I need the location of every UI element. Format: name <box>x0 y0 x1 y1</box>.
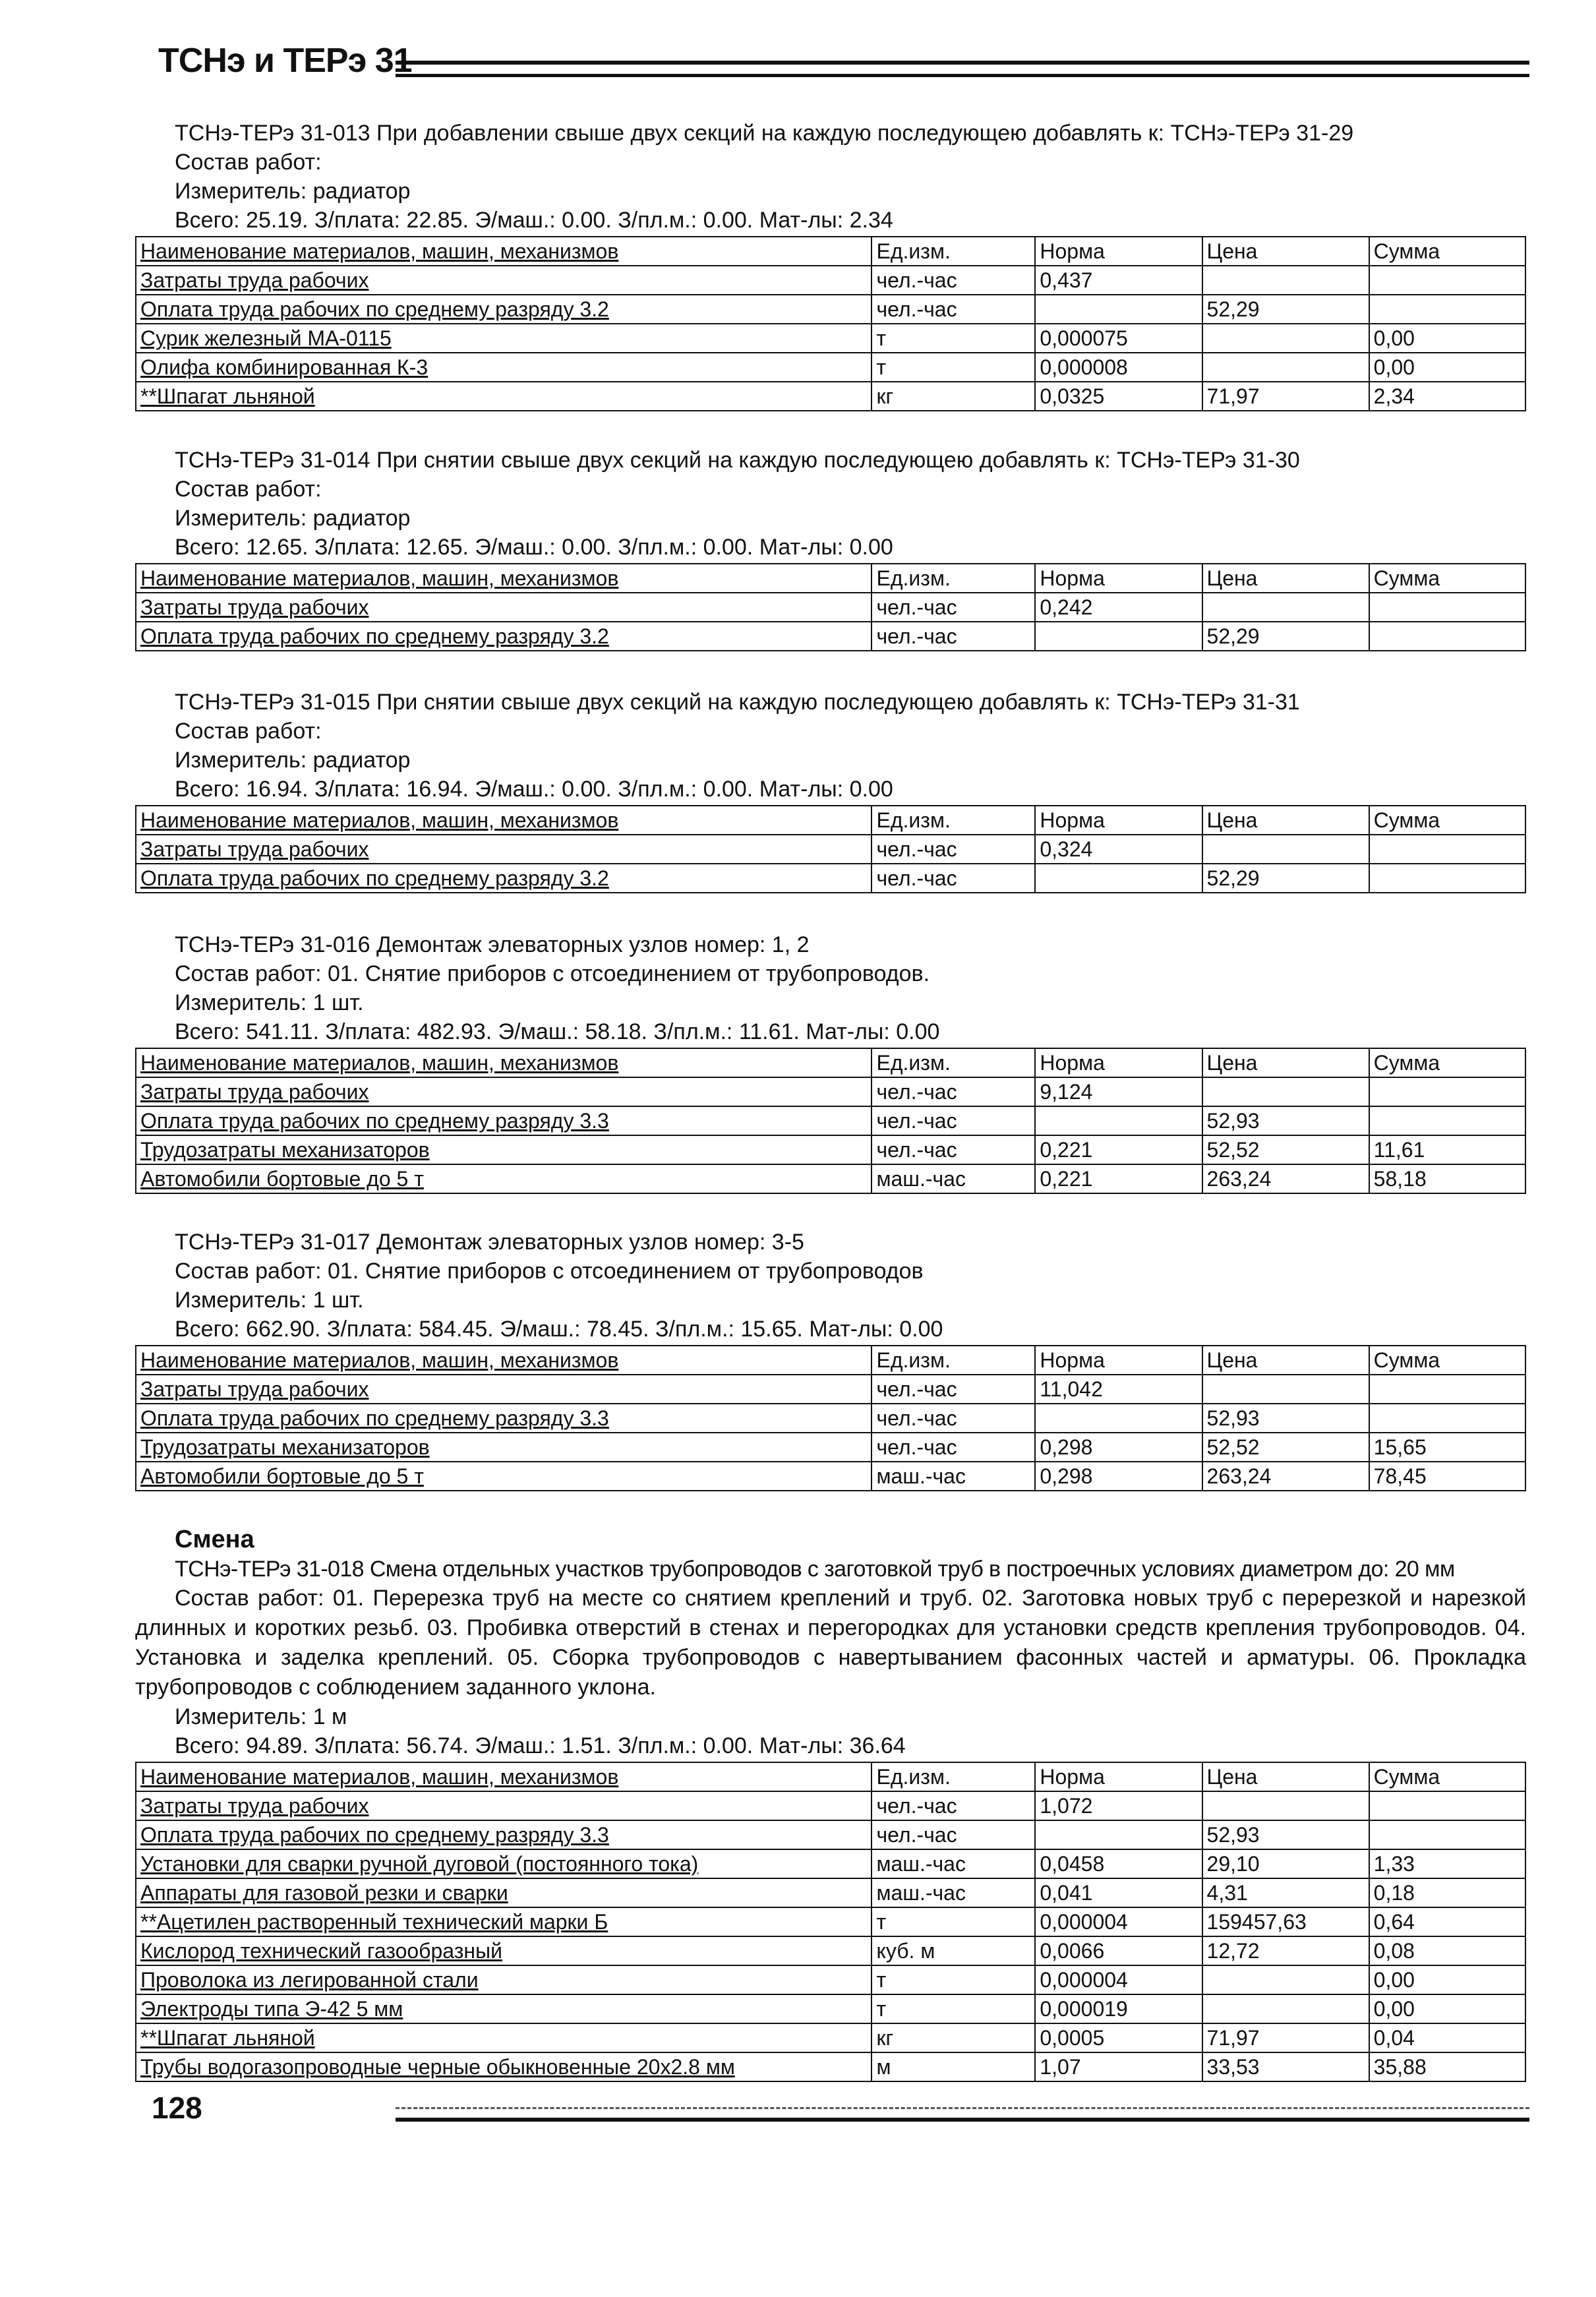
cell-sum <box>1369 1820 1525 1849</box>
norm-table <box>135 1345 1526 1491</box>
cell-unit: маш.-час <box>872 1849 1035 1878</box>
column-header-unit: Ед.изм. <box>872 806 1035 835</box>
cell-norm: 0,000019 <box>1035 1994 1202 2023</box>
cell-unit: чел.-час <box>872 1106 1035 1135</box>
table-row <box>136 1878 1525 1907</box>
column-header-name: Наименование материалов, машин, механизмов <box>136 237 872 266</box>
cell-unit: кг <box>872 382 1035 411</box>
column-header-norm: Норма <box>1035 1048 1202 1077</box>
table-row <box>136 1077 1525 1106</box>
cell-unit: маш.-час <box>872 1462 1035 1491</box>
cell-sum: 15,65 <box>1369 1433 1525 1462</box>
table-row <box>136 382 1525 411</box>
cell-name: Олифа комбинированная К-3 <box>136 353 872 382</box>
work-composition <box>135 1584 1526 1702</box>
meter-line: Измеритель: радиатор <box>175 506 411 531</box>
cell-name: Аппараты для газовой резки и сварки <box>136 1878 872 1907</box>
cell-name: Автомобили бортовые до 5 т <box>136 1462 872 1491</box>
norm-title-line: ТСНэ-ТЕРэ 31-015 При снятии свыше двух секций на каждую последующею добавлять к: ТСНэ-ТЕРэ 31-31 <box>175 690 1300 715</box>
cell-norm: 0,298 <box>1035 1462 1202 1491</box>
section-31-015 <box>135 688 1526 893</box>
table-row <box>136 1135 1525 1164</box>
cell-unit: чел.-час <box>872 1820 1035 1849</box>
cell-unit: т <box>872 1965 1035 1994</box>
cell-sum <box>1369 1404 1525 1433</box>
cell-name: Затраты труда рабочих <box>136 835 872 864</box>
table-row <box>136 864 1525 893</box>
column-header-sum: Сумма <box>1369 806 1525 835</box>
cell-sum <box>1369 266 1525 295</box>
column-header-norm: Норма <box>1035 1762 1202 1791</box>
cell-norm: 0,324 <box>1035 835 1202 864</box>
table-row <box>136 1907 1525 1936</box>
norm-title-line: ТСНэ-ТЕРэ 31-018 Смена отдельных участков трубопроводов с заготовкой труб в построечных условиях диаметром до: 20 мм <box>175 1557 1455 1582</box>
column-header-sum: Сумма <box>1369 1048 1525 1077</box>
cell-price: 52,52 <box>1202 1433 1369 1462</box>
work-composition: Состав работ: <box>175 150 322 175</box>
cell-norm: 0,0325 <box>1035 382 1202 411</box>
cell-norm: 0,221 <box>1035 1135 1202 1164</box>
cell-name: Затраты труда рабочих <box>136 593 872 622</box>
cell-price <box>1202 1994 1369 2023</box>
cell-unit: чел.-час <box>872 1404 1035 1433</box>
column-header-norm: Норма <box>1035 237 1202 266</box>
table-row <box>136 1462 1525 1491</box>
cell-price: 29,10 <box>1202 1849 1369 1878</box>
cell-price: 52,93 <box>1202 1820 1369 1849</box>
cell-sum: 35,88 <box>1369 2052 1525 2081</box>
cell-sum: 0,08 <box>1369 1936 1525 1965</box>
cell-norm: 0,0005 <box>1035 2023 1202 2052</box>
column-header-price: Цена <box>1202 806 1369 835</box>
cell-norm: 0,0066 <box>1035 1936 1202 1965</box>
footer-rule <box>396 2118 1529 2122</box>
cell-sum <box>1369 1077 1525 1106</box>
column-header-price: Цена <box>1202 1346 1369 1375</box>
table-row <box>136 1994 1525 2023</box>
cell-name: Электроды типа Э-42 5 мм <box>136 1994 872 2023</box>
cell-price <box>1202 1965 1369 1994</box>
column-header-sum: Сумма <box>1369 1762 1525 1791</box>
column-header-price: Цена <box>1202 1048 1369 1077</box>
cell-unit: кг <box>872 2023 1035 2052</box>
column-header-sum: Сумма <box>1369 564 1525 593</box>
cell-sum: 1,33 <box>1369 1849 1525 1878</box>
table-row <box>136 593 1525 622</box>
section-31-016 <box>135 930 1526 1194</box>
header-rule <box>396 61 1529 77</box>
column-header-unit: Ед.изм. <box>872 1762 1035 1791</box>
cell-norm: 0,298 <box>1035 1433 1202 1462</box>
table-header-row <box>136 1048 1525 1077</box>
cell-unit: чел.-час <box>872 593 1035 622</box>
cell-norm <box>1035 295 1202 324</box>
cell-sum: 2,34 <box>1369 382 1525 411</box>
work-composition: Состав работ: 01. Снятие приборов с отсоединением от трубопроводов <box>175 1259 924 1284</box>
cell-unit: м <box>872 2052 1035 2081</box>
cell-norm: 0,221 <box>1035 1164 1202 1193</box>
cell-price: 12,72 <box>1202 1936 1369 1965</box>
table-row <box>136 622 1525 651</box>
cell-norm: 1,072 <box>1035 1791 1202 1820</box>
table-header-row <box>136 237 1525 266</box>
table-row <box>136 1433 1525 1462</box>
norm-title-line: ТСНэ-ТЕРэ 31-013 При добавлении свыше двух секций на каждую последующею добавлять к: ТСНэ-ТЕРэ 31-29 <box>175 121 1354 146</box>
meter-line: Измеритель: 1 м <box>175 1704 347 1729</box>
page-number: 128 <box>152 2091 202 2125</box>
cell-unit: т <box>872 1994 1035 2023</box>
column-header-name: Наименование материалов, машин, механизмов <box>136 1346 872 1375</box>
table-row <box>136 1791 1525 1820</box>
cell-unit: чел.-час <box>872 1077 1035 1106</box>
column-header-sum: Сумма <box>1369 237 1525 266</box>
cell-norm: 0,437 <box>1035 266 1202 295</box>
section-31-018 <box>135 1524 1526 2082</box>
cell-unit: т <box>872 353 1035 382</box>
cell-name: **Шпагат льняной <box>136 2023 872 2052</box>
work-composition-text: Состав работ: 01. Перерезка труб на месте со снятием креплений и труб. 02. Заготовка новых труб с перерезкой и нарезкой длинных и коротких резьб. 03. Пробивка отверстий в стенах и перегородках для установки средств крепления трубопроводов. 04. Установка и заделка креплений. 05. Сборка трубопроводов с навертыванием фасонных частей и арматуры. 06. Прокладка трубопроводов с соблюдением заданного уклона. <box>135 1586 1526 1700</box>
meter-line: Измеритель: радиатор <box>175 179 411 204</box>
cell-unit: куб. м <box>872 1936 1035 1965</box>
cell-price <box>1202 353 1369 382</box>
cell-name: Автомобили бортовые до 5 т <box>136 1164 872 1193</box>
cell-unit: маш.-час <box>872 1164 1035 1193</box>
cell-name: Установки для сварки ручной дуговой (постоянного тока) <box>136 1849 872 1878</box>
cell-price: 159457,63 <box>1202 1907 1369 1936</box>
work-composition: Состав работ: <box>175 477 322 502</box>
cell-sum: 0,00 <box>1369 1994 1525 2023</box>
norm-table <box>135 236 1526 411</box>
page-header-title: ТСНэ и ТЕРэ 31 <box>158 42 412 80</box>
cell-price <box>1202 324 1369 353</box>
cell-norm <box>1035 1106 1202 1135</box>
table-row <box>136 1404 1525 1433</box>
column-header-price: Цена <box>1202 564 1369 593</box>
norm-table <box>135 563 1526 651</box>
totals-line: Всего: 662.90. З/плата: 584.45. Э/маш.: 78.45. З/пл.м.: 15.65. Мат-лы: 0.00 <box>175 1317 943 1342</box>
cell-name: Оплата труда рабочих по среднему разряду 3.2 <box>136 295 872 324</box>
cell-sum <box>1369 593 1525 622</box>
table-row <box>136 1849 1525 1878</box>
cell-unit: чел.-час <box>872 835 1035 864</box>
cell-price: 263,24 <box>1202 1462 1369 1491</box>
cell-name: Оплата труда рабочих по среднему разряду 3.3 <box>136 1820 872 1849</box>
cell-unit: маш.-час <box>872 1878 1035 1907</box>
cell-name: Проволока из легированной стали <box>136 1965 872 1994</box>
cell-sum: 11,61 <box>1369 1135 1525 1164</box>
norm-title-line: ТСНэ-ТЕРэ 31-016 Демонтаж элеваторных узлов номер: 1, 2 <box>175 932 810 957</box>
column-header-name: Наименование материалов, машин, механизмов <box>136 806 872 835</box>
cell-sum <box>1369 295 1525 324</box>
totals-line: Всего: 12.65. З/плата: 12.65. Э/маш.: 0.00. З/пл.м.: 0.00. Мат-лы: 0.00 <box>175 535 893 560</box>
cell-norm: 0,0458 <box>1035 1849 1202 1878</box>
cell-name: Трудозатраты механизаторов <box>136 1135 872 1164</box>
cell-sum: 0,64 <box>1369 1907 1525 1936</box>
table-row <box>136 324 1525 353</box>
cell-price <box>1202 835 1369 864</box>
cell-price <box>1202 1791 1369 1820</box>
cell-sum: 78,45 <box>1369 1462 1525 1491</box>
table-header-row <box>136 1762 1525 1791</box>
cell-sum: 0,04 <box>1369 2023 1525 2052</box>
footer-dotted-rule <box>396 2107 1529 2112</box>
cell-norm: 0,242 <box>1035 593 1202 622</box>
cell-unit: т <box>872 324 1035 353</box>
cell-norm: 1,07 <box>1035 2052 1202 2081</box>
cell-price: 263,24 <box>1202 1164 1369 1193</box>
cell-norm: 0,041 <box>1035 1878 1202 1907</box>
cell-name: **Ацетилен растворенный технический марки Б <box>136 1907 872 1936</box>
totals-line: Всего: 541.11. З/плата: 482.93. Э/маш.: 58.18. З/пл.м.: 11.61. Мат-лы: 0.00 <box>175 1019 940 1044</box>
norm-title-line: ТСНэ-ТЕРэ 31-014 При снятии свыше двух секций на каждую последующею добавлять к: ТСНэ-ТЕРэ 31-30 <box>175 448 1300 473</box>
cell-norm: 0,000008 <box>1035 353 1202 382</box>
totals-line: Всего: 25.19. З/плата: 22.85. Э/маш.: 0.00. З/пл.м.: 0.00. Мат-лы: 2.34 <box>175 208 893 233</box>
cell-norm: 0,000004 <box>1035 1907 1202 1936</box>
cell-name: Затраты труда рабочих <box>136 1791 872 1820</box>
cell-norm: 0,000004 <box>1035 1965 1202 1994</box>
meter-line: Измеритель: 1 шт. <box>175 990 364 1015</box>
cell-unit: чел.-час <box>872 864 1035 893</box>
cell-price: 52,29 <box>1202 622 1369 651</box>
cell-name: **Шпагат льняной <box>136 382 872 411</box>
column-header-norm: Норма <box>1035 1346 1202 1375</box>
cell-sum <box>1369 1791 1525 1820</box>
table-row <box>136 1375 1525 1404</box>
column-header-unit: Ед.изм. <box>872 1048 1035 1077</box>
section-31-013 <box>135 119 1526 411</box>
column-header-price: Цена <box>1202 1762 1369 1791</box>
meter-line: Измеритель: 1 шт. <box>175 1288 364 1313</box>
cell-price <box>1202 1375 1369 1404</box>
cell-unit: чел.-час <box>872 622 1035 651</box>
norm-table <box>135 1762 1526 2082</box>
table-row <box>136 1820 1525 1849</box>
cell-norm <box>1035 864 1202 893</box>
column-header-name: Наименование материалов, машин, механизмов <box>136 564 872 593</box>
column-header-norm: Норма <box>1035 564 1202 593</box>
table-row <box>136 2023 1525 2052</box>
table-row <box>136 1164 1525 1193</box>
cell-sum: 0,00 <box>1369 1965 1525 1994</box>
column-header-name: Наименование материалов, машин, механизмов <box>136 1048 872 1077</box>
cell-sum <box>1369 1375 1525 1404</box>
cell-norm: 11,042 <box>1035 1375 1202 1404</box>
cell-sum <box>1369 1106 1525 1135</box>
cell-name: Затраты труда рабочих <box>136 266 872 295</box>
cell-sum: 0,00 <box>1369 324 1525 353</box>
cell-price: 71,97 <box>1202 382 1369 411</box>
cell-norm: 9,124 <box>1035 1077 1202 1106</box>
table-header-row <box>136 1346 1525 1375</box>
table-row <box>136 1106 1525 1135</box>
cell-unit: чел.-час <box>872 266 1035 295</box>
cell-price: 33,53 <box>1202 2052 1369 2081</box>
cell-unit: чел.-час <box>872 1135 1035 1164</box>
cell-unit: чел.-час <box>872 1433 1035 1462</box>
work-composition: Состав работ: 01. Снятие приборов с отсоединением от трубопроводов. <box>175 961 930 986</box>
cell-price: 52,29 <box>1202 864 1369 893</box>
table-row <box>136 353 1525 382</box>
cell-name: Трудозатраты механизаторов <box>136 1433 872 1462</box>
cell-price <box>1202 266 1369 295</box>
table-row <box>136 2052 1525 2081</box>
cell-name: Оплата труда рабочих по среднему разряду 3.2 <box>136 622 872 651</box>
cell-sum <box>1369 622 1525 651</box>
norm-title-line: ТСНэ-ТЕРэ 31-017 Демонтаж элеваторных узлов номер: 3-5 <box>175 1230 804 1255</box>
cell-name: Оплата труда рабочих по среднему разряду 3.2 <box>136 864 872 893</box>
cell-name: Затраты труда рабочих <box>136 1375 872 1404</box>
table-row <box>136 1965 1525 1994</box>
totals-line: Всего: 16.94. З/плата: 16.94. Э/маш.: 0.00. З/пл.м.: 0.00. Мат-лы: 0.00 <box>175 777 893 802</box>
column-header-sum: Сумма <box>1369 1346 1525 1375</box>
cell-unit: чел.-час <box>872 295 1035 324</box>
cell-sum: 0,18 <box>1369 1878 1525 1907</box>
cell-unit: т <box>872 1907 1035 1936</box>
cell-sum <box>1369 835 1525 864</box>
totals-line: Всего: 94.89. З/плата: 56.74. Э/маш.: 1.51. З/пл.м.: 0.00. Мат-лы: 36.64 <box>175 1733 906 1758</box>
column-header-norm: Норма <box>1035 806 1202 835</box>
column-header-unit: Ед.изм. <box>872 1346 1035 1375</box>
work-composition: Состав работ: <box>175 719 322 744</box>
cell-price: 52,93 <box>1202 1106 1369 1135</box>
cell-name: Сурик железный МА-0115 <box>136 324 872 353</box>
table-row <box>136 266 1525 295</box>
cell-price: 52,29 <box>1202 295 1369 324</box>
column-header-price: Цена <box>1202 237 1369 266</box>
section-31-014 <box>135 446 1526 651</box>
cell-name: Кислород технический газообразный <box>136 1936 872 1965</box>
cell-price <box>1202 1077 1369 1106</box>
column-header-unit: Ед.изм. <box>872 564 1035 593</box>
meter-line: Измеритель: радиатор <box>175 748 411 773</box>
table-header-row <box>136 806 1525 835</box>
cell-price: 4,31 <box>1202 1878 1369 1907</box>
section-heading: Смена <box>175 1526 254 1553</box>
cell-sum: 58,18 <box>1369 1164 1525 1193</box>
cell-sum <box>1369 864 1525 893</box>
table-row <box>136 835 1525 864</box>
table-header-row <box>136 564 1525 593</box>
cell-unit: чел.-час <box>872 1791 1035 1820</box>
cell-norm <box>1035 622 1202 651</box>
cell-name: Трубы водогазопроводные черные обыкновенные 20х2.8 мм <box>136 2052 872 2081</box>
cell-name: Затраты труда рабочих <box>136 1077 872 1106</box>
table-row <box>136 1936 1525 1965</box>
cell-price: 52,52 <box>1202 1135 1369 1164</box>
section-31-017 <box>135 1228 1526 1491</box>
column-header-name: Наименование материалов, машин, механизмов <box>136 1762 872 1791</box>
cell-name: Оплата труда рабочих по среднему разряду 3.3 <box>136 1106 872 1135</box>
column-header-unit: Ед.изм. <box>872 237 1035 266</box>
cell-price <box>1202 593 1369 622</box>
cell-price: 71,97 <box>1202 2023 1369 2052</box>
cell-sum: 0,00 <box>1369 353 1525 382</box>
cell-price: 52,93 <box>1202 1404 1369 1433</box>
norm-table <box>135 1048 1526 1194</box>
table-row <box>136 295 1525 324</box>
cell-norm: 0,000075 <box>1035 324 1202 353</box>
cell-norm <box>1035 1820 1202 1849</box>
cell-unit: чел.-час <box>872 1375 1035 1404</box>
norm-table <box>135 805 1526 893</box>
cell-name: Оплата труда рабочих по среднему разряду 3.3 <box>136 1404 872 1433</box>
cell-norm <box>1035 1404 1202 1433</box>
